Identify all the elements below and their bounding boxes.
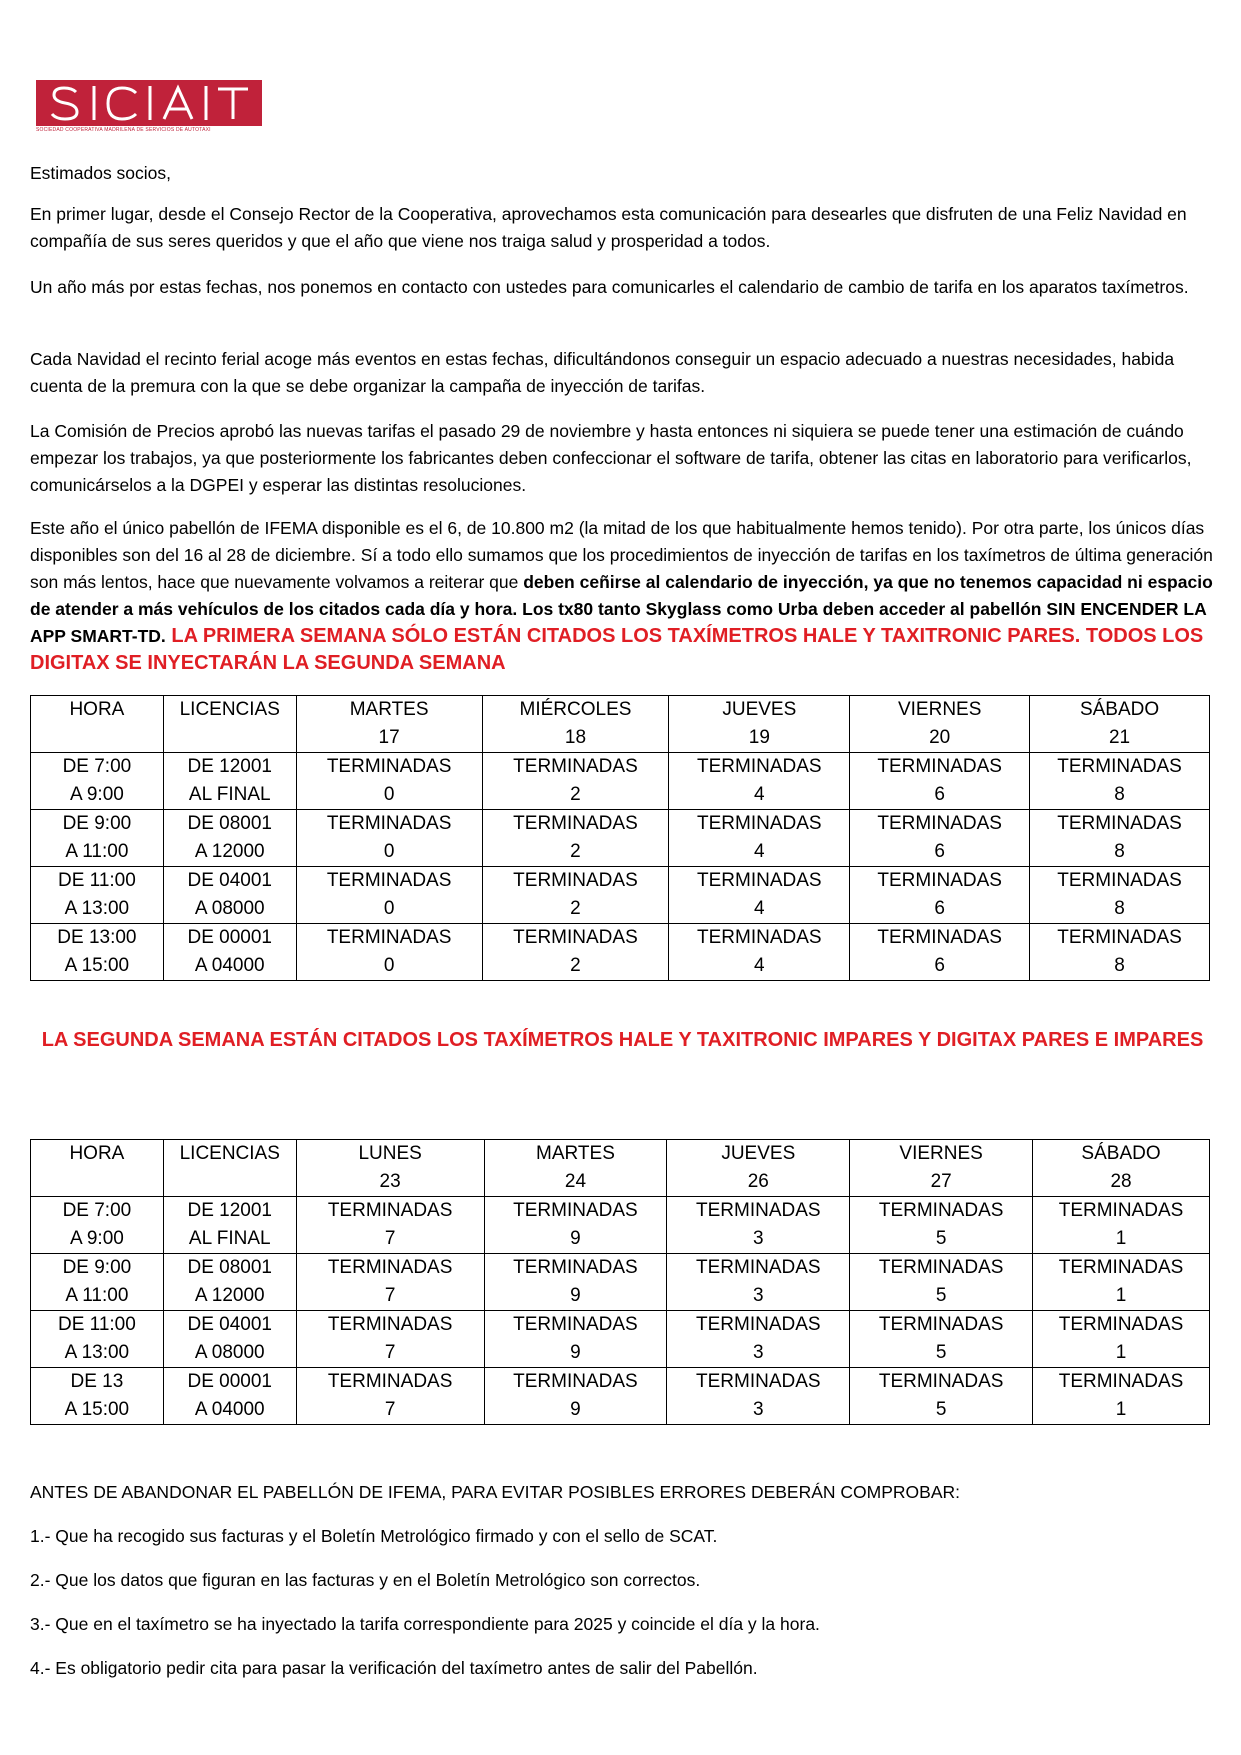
cell-line <box>31 724 163 752</box>
table-cell <box>667 1254 850 1311</box>
table-cell <box>296 1311 484 1368</box>
checklist-item-4: 4.- Es obligatorio pedir cita para pasar la verificación del taxímetro antes de salir del Pabellón. <box>30 1658 758 1678</box>
table-cell <box>31 1368 164 1425</box>
cell-line: 0 <box>383 784 395 805</box>
cell-line: TERMINADAS <box>326 813 452 834</box>
cell-line: TERMINADAS <box>878 1371 1004 1392</box>
cell-line: TERMINADAS <box>1058 1371 1184 1392</box>
cell-line: DE 13 <box>70 1371 124 1392</box>
table-cell <box>484 1254 667 1311</box>
table-row <box>31 924 1210 981</box>
cell-line: TERMINADAS <box>877 870 1002 891</box>
cell-line: A 15:00 <box>64 1399 130 1420</box>
cell-line: 0 <box>383 898 395 919</box>
cell-line: 6 <box>934 841 945 862</box>
cell-line: 8 <box>1114 784 1125 805</box>
table-header-cell <box>667 1140 850 1197</box>
table-header-cell <box>850 696 1030 753</box>
cell-line: 8 <box>1114 955 1125 976</box>
table-cell <box>31 753 164 810</box>
cell-line: TERMINADAS <box>327 1200 453 1221</box>
cell-line: DE 04001 <box>187 870 272 891</box>
table-cell <box>482 753 669 810</box>
cell-line: 3 <box>753 1285 764 1306</box>
cell-line: DE 04001 <box>187 1314 272 1335</box>
cell-line: TERMINADAS <box>877 756 1002 777</box>
cell-line: 26 <box>747 1171 769 1192</box>
table-cell <box>667 1368 850 1425</box>
cell-line: TERMINADAS <box>513 756 638 777</box>
cell-line: TERMINADAS <box>327 1257 453 1278</box>
cell-line: 7 <box>384 1342 396 1363</box>
table-cell <box>31 1311 164 1368</box>
table-cell <box>296 1197 484 1254</box>
checklist-item-1: 1.- Que ha recogido sus facturas y el Boletín Metrológico firmado y con el sello de SCAT. <box>30 1526 718 1546</box>
cell-line: 4 <box>754 841 765 862</box>
cell-line: 2 <box>570 898 581 919</box>
cell-line: TERMINADAS <box>697 870 822 891</box>
table-cell <box>1030 810 1210 867</box>
table-header-row <box>31 696 1210 753</box>
table-header-cell <box>31 1140 164 1197</box>
cell-line: DE 08001 <box>187 813 272 834</box>
paragraph-5-red-notice: LA PRIMERA SEMANA SÓLO ESTÁN CITADOS LOS TAXÍMETROS HALE Y TAXITRONIC PARES. TODOS LOS DIGITAX SE INYECTARÁN LA SEGUNDA SEMANA <box>30 625 1204 674</box>
table-cell <box>482 924 669 981</box>
cell-line: 7 <box>384 1285 396 1306</box>
week1-schedule-table <box>30 695 1210 981</box>
table-header-cell <box>296 1140 484 1197</box>
cell-line: 17 <box>378 727 400 748</box>
table-cell <box>31 1197 164 1254</box>
cell-line: 6 <box>934 898 945 919</box>
cell-line: 3 <box>753 1399 764 1420</box>
cell-line <box>164 1168 296 1196</box>
table-row <box>31 753 1210 810</box>
table-cell <box>850 810 1030 867</box>
table-cell <box>667 1197 850 1254</box>
cell-line: TERMINADAS <box>696 1314 821 1335</box>
cell-line: HORA <box>69 1143 125 1164</box>
table-row <box>31 1254 1210 1311</box>
table-cell <box>163 753 296 810</box>
table-cell <box>1030 924 1210 981</box>
table-header-cell <box>1030 696 1210 753</box>
cell-line: 3 <box>753 1342 764 1363</box>
cell-line: A 04000 <box>194 955 265 976</box>
cell-line: LICENCIAS <box>179 1143 280 1164</box>
cell-line: TERMINADAS <box>513 1314 638 1335</box>
logo-wordmark <box>36 80 262 126</box>
cell-line: 28 <box>1110 1171 1132 1192</box>
cell-line: 1 <box>1115 1342 1127 1363</box>
table-cell <box>1030 867 1210 924</box>
cell-line: 19 <box>748 727 770 748</box>
table-header-cell <box>669 696 850 753</box>
table-cell <box>31 1254 164 1311</box>
cell-line: 21 <box>1108 727 1131 748</box>
cell-line: 1 <box>1115 1228 1127 1249</box>
cell-line: A 12000 <box>194 841 265 862</box>
table-cell <box>850 1311 1033 1368</box>
cell-line: DE 00001 <box>187 927 272 948</box>
cell-line: TERMINADAS <box>877 927 1002 948</box>
cell-line: TERMINADAS <box>513 1200 638 1221</box>
table-cell <box>484 1197 667 1254</box>
cell-line: DE 9:00 <box>62 1257 132 1278</box>
table-cell <box>669 810 850 867</box>
cell-line: 7 <box>384 1399 396 1420</box>
table-cell <box>163 810 296 867</box>
table-cell <box>1033 1254 1210 1311</box>
scat-logo <box>36 80 264 132</box>
cell-line: 5 <box>935 1342 947 1363</box>
table-cell <box>850 753 1030 810</box>
week2-schedule-table <box>30 1139 1210 1425</box>
table-row <box>31 810 1210 867</box>
cell-line: 4 <box>754 784 765 805</box>
table-header-row <box>31 1140 1210 1197</box>
cell-line: LUNES <box>358 1143 422 1164</box>
cell-line: SÁBADO <box>1081 1143 1161 1164</box>
cell-line: TERMINADAS <box>513 813 638 834</box>
cell-line: 4 <box>754 955 765 976</box>
cell-line: VIERNES <box>897 699 982 720</box>
cell-line: SÁBADO <box>1079 699 1160 720</box>
cell-line: TERMINADAS <box>1058 1314 1184 1335</box>
cell-line: HORA <box>69 699 125 720</box>
table-header-cell <box>163 696 296 753</box>
paragraph-2: Un año más por estas fechas, nos ponemos en contacto con ustedes para comunicarles el calendario de cambio de tarifa en los aparatos taxímetros. <box>30 277 1189 297</box>
cell-line: TERMINADAS <box>696 1200 821 1221</box>
cell-line: 9 <box>570 1399 581 1420</box>
table-cell <box>296 1368 484 1425</box>
cell-line: 8 <box>1114 841 1125 862</box>
table-header-cell <box>850 1140 1033 1197</box>
cell-line: A 08000 <box>194 1342 265 1363</box>
cell-line: TERMINADAS <box>327 1314 453 1335</box>
cell-line: 8 <box>1114 898 1125 919</box>
cell-line: 18 <box>564 727 587 748</box>
cell-line: TERMINADAS <box>327 1371 453 1392</box>
cell-line: DE 13:00 <box>57 927 137 948</box>
cell-line: AL FINAL <box>188 1228 271 1249</box>
checklist-item-3: 3.- Que en el taxímetro se ha inyectado la tarifa correspondiente para 2025 y coincide el día y la hora. <box>30 1614 820 1634</box>
cell-line: 2 <box>570 955 581 976</box>
cell-line: 9 <box>570 1285 581 1306</box>
logo-subtitle: SOCIEDAD COOPERATIVA MADRILEÑA DE SERVICIOS DE AUTOTAXI <box>36 127 211 133</box>
cell-line: 5 <box>935 1285 947 1306</box>
cell-line: TERMINADAS <box>696 1257 821 1278</box>
table-row <box>31 1311 1210 1368</box>
cell-line: 9 <box>570 1228 581 1249</box>
table-cell <box>484 1368 667 1425</box>
table-cell <box>1033 1197 1210 1254</box>
cell-line: TERMINADAS <box>697 927 822 948</box>
cell-line: 2 <box>570 784 581 805</box>
cell-line: 20 <box>929 727 951 748</box>
cell-line: TERMINADAS <box>878 1200 1004 1221</box>
table-cell <box>850 867 1030 924</box>
cell-line: A 13:00 <box>64 1342 130 1363</box>
table-cell <box>669 924 850 981</box>
cell-line <box>164 724 296 752</box>
cell-line: 5 <box>935 1399 947 1420</box>
cell-line: DE 00001 <box>187 1371 272 1392</box>
cell-line: A 08000 <box>194 898 265 919</box>
cell-line: TERMINADAS <box>326 756 452 777</box>
cell-line: MIÉRCOLES <box>519 699 632 720</box>
cell-line: 3 <box>753 1228 764 1249</box>
table-row <box>31 1368 1210 1425</box>
cell-line: 23 <box>379 1171 401 1192</box>
cell-line: LICENCIAS <box>179 699 280 720</box>
table-cell <box>669 753 850 810</box>
table-cell <box>669 867 850 924</box>
cell-line: 5 <box>935 1228 947 1249</box>
cell-line: TERMINADAS <box>326 870 452 891</box>
cell-line: TERMINADAS <box>1058 1257 1184 1278</box>
table-row <box>31 1197 1210 1254</box>
table-header-cell <box>296 696 482 753</box>
cell-line: AL FINAL <box>188 784 271 805</box>
table-cell <box>163 1197 296 1254</box>
table-cell <box>850 1197 1033 1254</box>
table-row <box>31 867 1210 924</box>
table-cell <box>296 867 482 924</box>
table-cell <box>296 1254 484 1311</box>
cell-line: TERMINADAS <box>697 813 822 834</box>
paragraph-5 <box>30 515 1215 677</box>
cell-line: A 11:00 <box>65 841 129 862</box>
cell-line: TERMINADAS <box>878 1314 1004 1335</box>
cell-line <box>31 1168 163 1196</box>
cell-line: TERMINADAS <box>1058 1200 1184 1221</box>
week2-heading: LA SEGUNDA SEMANA ESTÁN CITADOS LOS TAXÍMETROS HALE Y TAXITRONIC IMPARES Y DIGITAX PARES E IMPARES <box>41 1029 1204 1051</box>
table-cell <box>31 867 164 924</box>
table-cell <box>850 1254 1033 1311</box>
table-cell <box>163 1311 296 1368</box>
cell-line: TERMINADAS <box>513 870 638 891</box>
cell-line: DE 9:00 <box>62 813 132 834</box>
paragraph-3: Cada Navidad el recinto ferial acoge más eventos en estas fechas, dificultándonos conseguir un espacio adecuado a nuestras necesidades, habida cuenta de la premura con la que se debe organizar la campaña de inyección de tarifas. <box>30 349 1175 396</box>
cell-line: A 9:00 <box>69 1228 124 1249</box>
cell-line: 6 <box>934 955 945 976</box>
table-cell <box>31 810 164 867</box>
table-cell <box>31 924 164 981</box>
cell-line: 24 <box>564 1171 587 1192</box>
cell-line: A 15:00 <box>64 955 130 976</box>
table-cell <box>163 1254 296 1311</box>
table-cell <box>484 1311 667 1368</box>
table-cell <box>163 867 296 924</box>
cell-line: JUEVES <box>721 1143 796 1164</box>
cell-line: TERMINADAS <box>513 927 638 948</box>
cell-line: 1 <box>1115 1285 1127 1306</box>
paragraph-4: La Comisión de Precios aprobó las nuevas tarifas el pasado 29 de noviembre y hasta entonces ni siquiera se puede tener una estimación de cuándo empezar los trabajos, ya que posteriormente los fabricantes deben confeccionar el software de tarifa, obtener las citas en laboratorio para verificarlos, comunicárselos a la DGPEI y esperar las distintas resoluciones. <box>30 421 1192 495</box>
table-cell <box>850 1368 1033 1425</box>
table-header-cell <box>31 696 164 753</box>
cell-line: TERMINADAS <box>1057 813 1182 834</box>
table-cell <box>296 753 482 810</box>
cell-line: VIERNES <box>899 1143 983 1164</box>
cell-line: TERMINADAS <box>878 1257 1004 1278</box>
table-cell <box>850 924 1030 981</box>
table-cell <box>296 810 482 867</box>
cell-line: 7 <box>384 1228 396 1249</box>
cell-line: TERMINADAS <box>513 1257 638 1278</box>
checklist-title: ANTES DE ABANDONAR EL PABELLÓN DE IFEMA, PARA EVITAR POSIBLES ERRORES DEBERÁN COMPROBAR: <box>30 1482 961 1502</box>
paragraph-5-bold: deben ceñirse al calendario de inyección, ya que no tenemos capacidad ni espacio de atender a más vehículos de los citados cada día y hora. Los tx80 tanto Skyglass como Urba deben acceder al pabellón SIN ENCENDER LA APP SMART-TD. <box>30 572 1213 646</box>
cell-line: DE 11:00 <box>57 870 136 891</box>
cell-line: TERMINADAS <box>696 1371 821 1392</box>
greeting: Estimados socios, <box>30 163 172 183</box>
cell-line: A 13:00 <box>64 898 130 919</box>
cell-line: A 9:00 <box>69 784 124 805</box>
cell-line: A 04000 <box>194 1399 265 1420</box>
cell-line: DE 12001 <box>187 1200 272 1221</box>
cell-line: MARTES <box>536 1143 615 1164</box>
table-header-cell <box>484 1140 667 1197</box>
cell-line: TERMINADAS <box>1057 870 1182 891</box>
cell-line: MARTES <box>349 699 429 720</box>
table-header-cell <box>482 696 669 753</box>
table-cell <box>163 924 296 981</box>
table-cell <box>163 1368 296 1425</box>
table-header-cell <box>163 1140 296 1197</box>
cell-line: DE 08001 <box>187 1257 272 1278</box>
table-cell <box>482 810 669 867</box>
cell-line: A 12000 <box>194 1285 265 1306</box>
cell-line: TERMINADAS <box>513 1371 638 1392</box>
cell-line: TERMINADAS <box>877 813 1002 834</box>
cell-line: 6 <box>934 784 945 805</box>
table-cell <box>1033 1311 1210 1368</box>
checklist-item-2: 2.- Que los datos que figuran en las facturas y en el Boletín Metrológico son correctos. <box>30 1570 701 1590</box>
table-cell <box>667 1311 850 1368</box>
cell-line: TERMINADAS <box>326 927 452 948</box>
logo-letters <box>36 80 262 126</box>
cell-line: 0 <box>383 841 395 862</box>
cell-line: TERMINADAS <box>1057 927 1182 948</box>
paragraph-1: En primer lugar, desde el Consejo Rector de la Cooperativa, aprovechamos esta comunicación para desearles que disfruten de una Feliz Navidad en compañía de sus seres queridos y que el año que viene nos traiga salud y prosperidad a todos. <box>30 204 1187 251</box>
cell-line: 1 <box>1115 1399 1127 1420</box>
cell-line: TERMINADAS <box>697 756 822 777</box>
table-header-cell <box>1033 1140 1210 1197</box>
cell-line: DE 7:00 <box>62 1200 132 1221</box>
cell-line: 2 <box>570 841 581 862</box>
cell-line: A 11:00 <box>65 1285 129 1306</box>
cell-line: DE 7:00 <box>62 756 132 777</box>
table-cell <box>1033 1368 1210 1425</box>
cell-line: TERMINADAS <box>1057 756 1182 777</box>
cell-line: JUEVES <box>722 699 797 720</box>
table-cell <box>482 867 669 924</box>
table-cell <box>1030 753 1210 810</box>
cell-line: DE 12001 <box>187 756 272 777</box>
cell-line: 9 <box>570 1342 581 1363</box>
cell-line: 27 <box>930 1171 952 1192</box>
table-cell <box>296 924 482 981</box>
cell-line: DE 11:00 <box>57 1314 136 1335</box>
cell-line: 0 <box>383 955 395 976</box>
paragraph-5-text: Este año el único pabellón de IFEMA disponible es el 6, de 10.800 m2 (la mitad de los que habitualmente hemos tenido). Por otra parte, los únicos días disponibles son del 16 al 28 de diciembre. Sí a todo ello sumamos que los procedimientos de inyección de tarifas en los taxímetros de última generación son más lentos, hace que nuevamente volvamos a reiterar que <box>30 518 1213 592</box>
cell-line: 4 <box>754 898 765 919</box>
